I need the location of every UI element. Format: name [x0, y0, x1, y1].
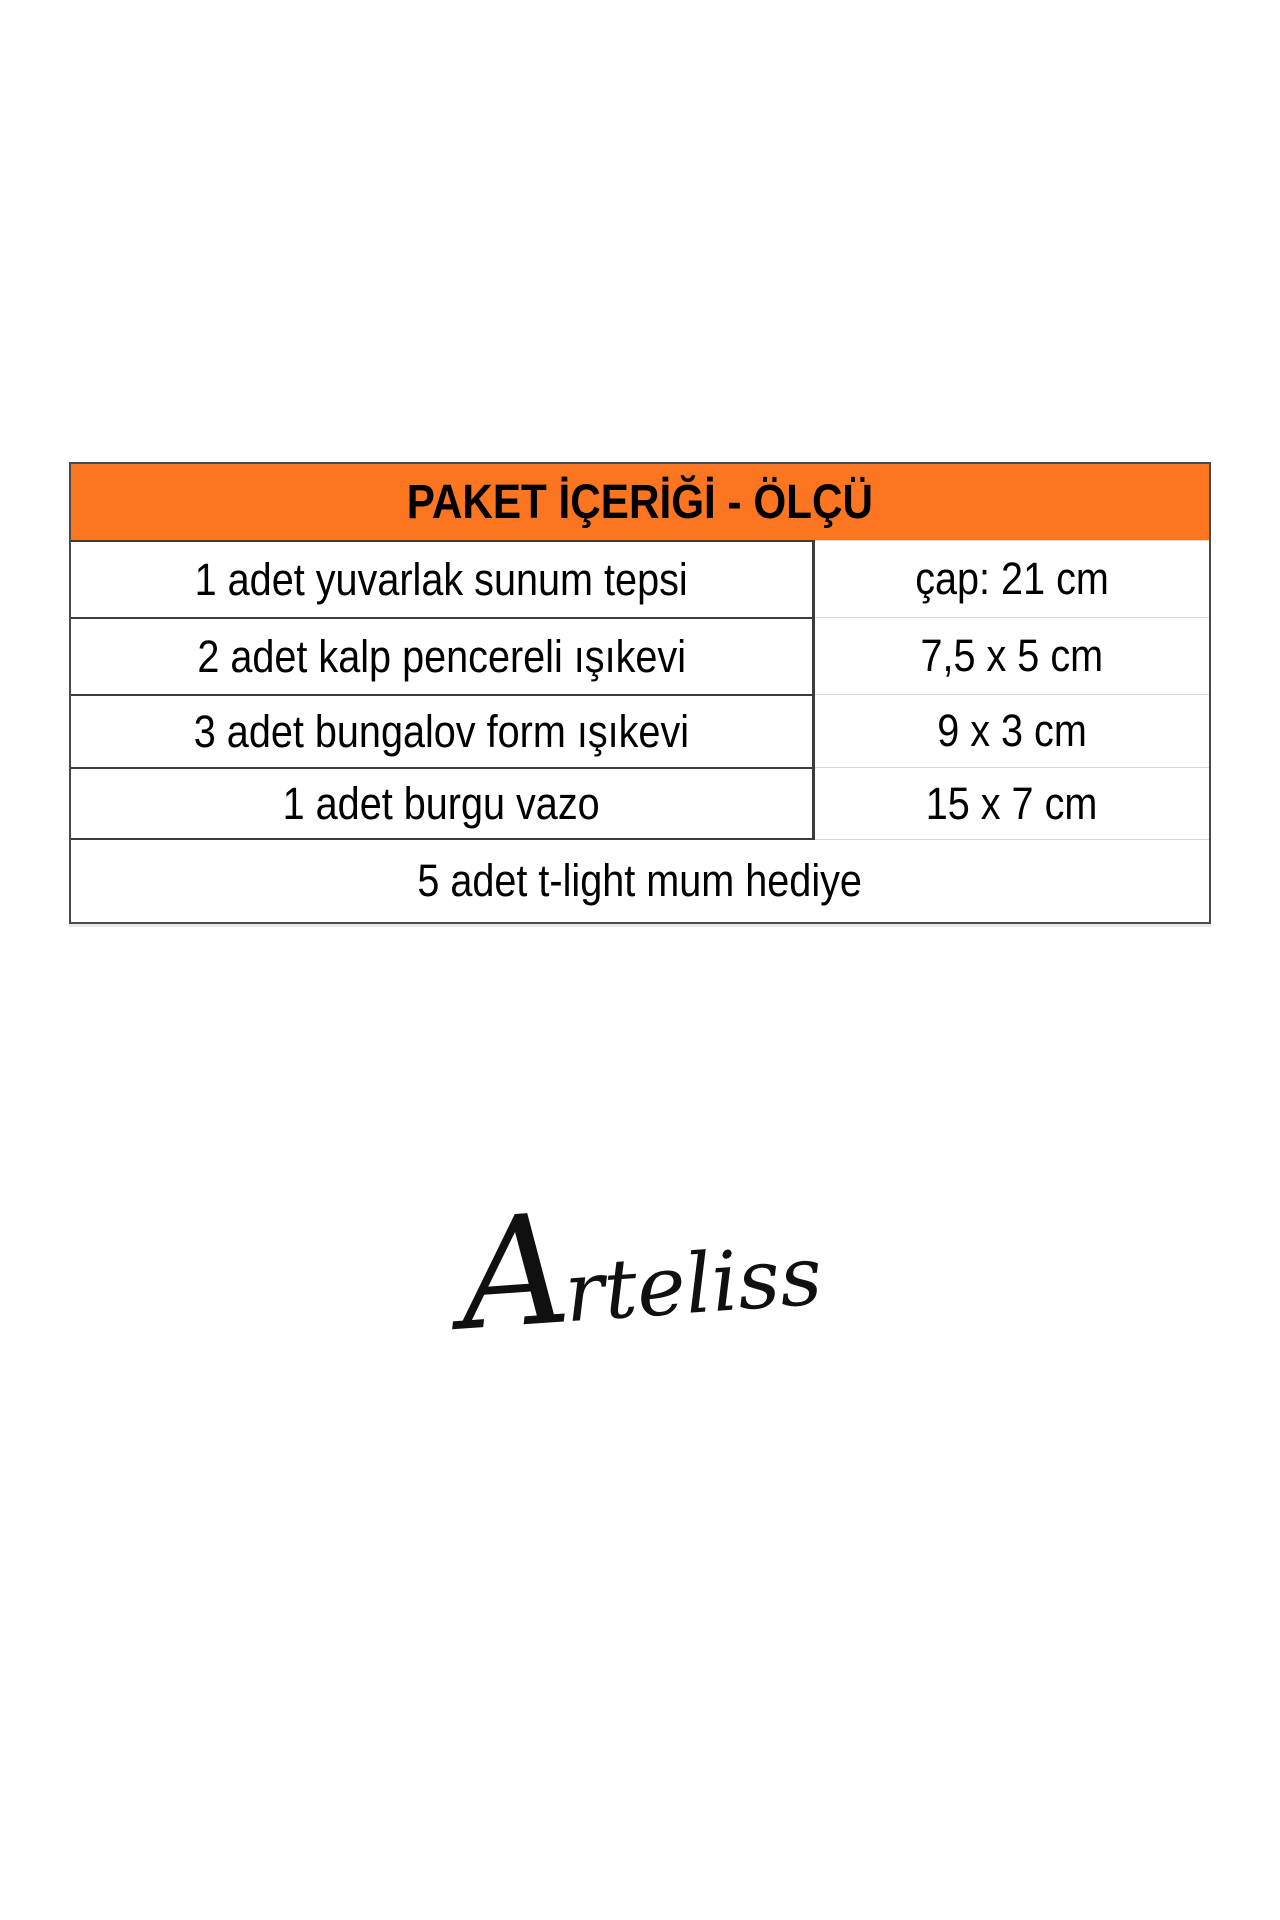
package-contents-table [69, 462, 1211, 924]
item-label: 1 adet yuvarlak sunum tepsi [194, 553, 689, 605]
size-label: çap: 21 cm [915, 553, 1109, 604]
item-label: 3 adet bungalov form ışıkevi [193, 705, 690, 757]
table-row-size [815, 617, 1209, 694]
table-header [71, 464, 1209, 540]
size-label: 9 x 3 cm [937, 705, 1087, 756]
table-footer-row [71, 840, 1209, 922]
table-row-item [71, 540, 815, 617]
footer-label: 5 adet t-light mum hediye [417, 855, 863, 906]
table-row-item [71, 617, 815, 694]
table-row-size [815, 767, 1209, 840]
item-label: 1 adet burgu vazo [282, 777, 601, 829]
table-title: PAKET İÇERİĞİ - ÖLÇÜ [406, 475, 874, 529]
size-label: 15 x 7 cm [926, 777, 1098, 829]
table-row-item [71, 767, 815, 840]
table-row-size [815, 540, 1209, 617]
table-row-item [71, 694, 815, 767]
size-label: 7,5 x 5 cm [920, 630, 1104, 681]
brand-signature: Arteliss [453, 1180, 825, 1365]
table-row-size [815, 694, 1209, 767]
item-label: 2 adet kalp pencereli ışıkevi [197, 630, 686, 682]
